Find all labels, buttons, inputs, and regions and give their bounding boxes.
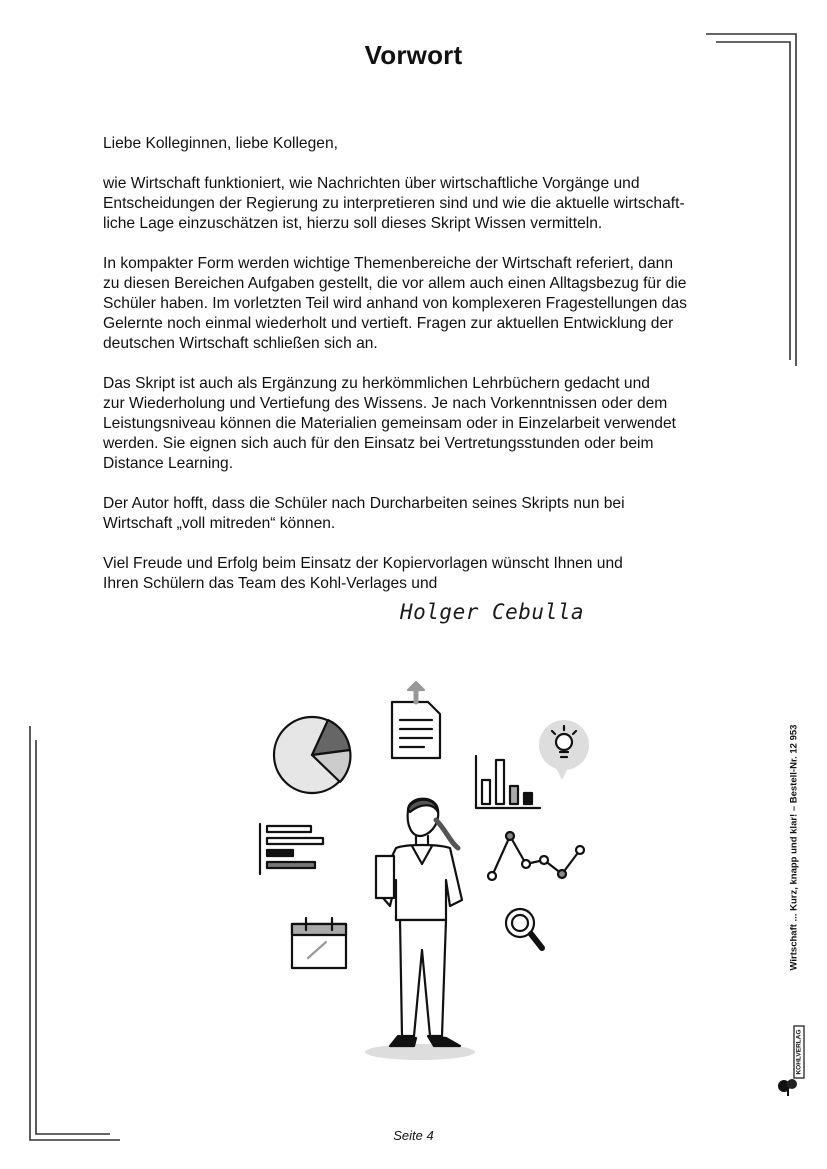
- page-number: Seite 4: [393, 1128, 434, 1143]
- paragraph-5: Viel Freude und Erfolg beim Einsatz der Kopiervorlagen wünscht Ihnen und Ihren Schülern das Team des Kohl-Verlages und: [103, 555, 623, 592]
- page-title: Vorwort: [364, 40, 463, 70]
- bar-chart-icon: [476, 756, 540, 808]
- calendar-icon: [292, 918, 346, 968]
- magnifier-icon: [506, 909, 542, 948]
- pie-chart-icon: [274, 717, 350, 793]
- sidebar: [774, 724, 814, 1097]
- publisher-logo: [774, 1022, 814, 1097]
- document-upload-icon: [392, 682, 440, 758]
- salutation: Liebe Kolleginnen, liebe Kollegen,: [103, 135, 338, 152]
- paragraph-2: In kompakter Form werden wichtige Themenbereiche der Wirtschaft referiert, dann zu diesen Bereichen Aufgaben gestellt, die vor allem auch einen Alltagsbezug für die Schüler haben. Im vorletzten Teil wird anhand von komplexeren Fragestellungen das Gelernte noch einmal wiederholt und vertieft. Fragen zur aktuellen Entwicklung der deutschen Wirtschaft schließen sich an.: [103, 255, 687, 352]
- business-illustration: [250, 680, 600, 1070]
- paragraph-1: wie Wirtschaft funktioniert, wie Nachrichten über wirtschaftliche Vorgänge und Entscheidungen der Regierung zu interpretieren sind und wie die aktuelle wirtschaft- liche Lage einzuschätzen ist, hierzu soll dieses Skript Wissen vermitteln.: [103, 175, 685, 232]
- sidebar-order-text: Wirtschaft ... Kurz, knapp und klar! – Bestell-Nr. 12 953: [788, 724, 800, 971]
- body-text: [103, 134, 743, 614]
- lightbulb-icon: [539, 720, 589, 780]
- paragraph-4: Der Autor hofft, dass die Schüler nach Durcharbeiten seines Skripts nun bei Wirtschaft „voll mitreden“ können.: [103, 495, 625, 532]
- signature: Holger Cebulla: [400, 600, 585, 624]
- logo-text: KOHLVERLAG: [795, 1029, 803, 1075]
- horizontal-bars-icon: [260, 824, 323, 874]
- paragraph-3: Das Skript ist auch als Ergänzung zu herkömmlichen Lehrbüchern gedacht und zur Wiederholung und Vertiefung des Wissens. Je nach Vorkenntnissen oder dem Leistungsniveau können die Materialien gemeinsam oder in Einzelarbeit verwendet werden. Sie eignen sich auch für den Einsatz bei Vertretungsstunden oder beim Distance Learning.: [103, 375, 676, 472]
- sidebar-text-wrap: [774, 724, 814, 1022]
- person-figure: [365, 799, 475, 1060]
- line-chart-icon: [488, 832, 584, 880]
